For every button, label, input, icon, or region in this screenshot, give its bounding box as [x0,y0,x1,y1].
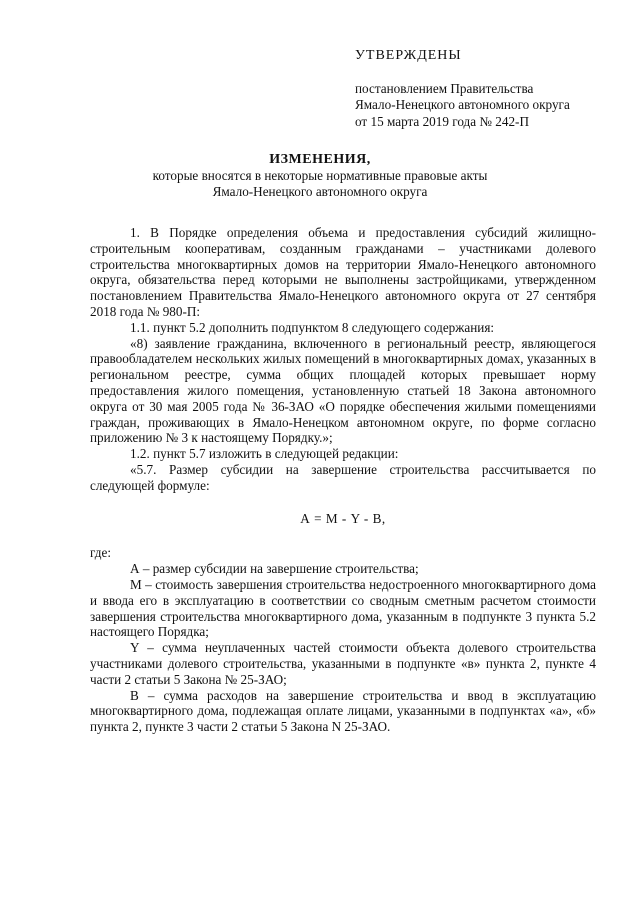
approval-block [355,48,615,130]
paragraph-1: 1. В Порядке определения объема и предоставления субсидий жилищно-строительным кооперативам, созданным гражданами – участниками долевого строительства многоквартирных домов на территории Ямало-Ненецкого автономного округа, обязательства перед которыми не выполнены застройщиками, утвержденном постановлением Правительства Ямало-Ненецкого автономного округа от 27 сентября 2018 года № 980-П: [90,225,596,319]
approval-title: УТВЕРЖДЕНЫ [355,48,462,63]
where-label: где: [90,545,111,561]
formula: А = М - Y - В, [300,510,386,526]
approval-line-3: от 15 марта 2019 года № 242-П [355,113,529,129]
document-subtitle-1: которые вносятся в некоторые нормативные правовые акты [152,168,488,183]
approval-line-2: Ямало-Ненецкого автономного округа [355,97,570,113]
definition-a: А – размер субсидии на завершение строительства; [130,561,419,577]
definition-y: Y – сумма неуплаченных частей стоимости объекта долевого строительства участниками долевого строительства, указанными в подпункте «в» пункта 2, пункте 4 части 2 статьи 5 Закона № 25-ЗАО; [90,640,596,687]
paragraph-1-2: 1.2. пункт 5.7 изложить в следующей редакции: [130,446,399,462]
paragraph-1-1-text: «8) заявление гражданина, включенного в региональный реестр, являющегося правообладателем нескольких жилых помещений в многоквартирных домах, указанных в региональном реестре, сумма общих площадей которых превышает норму предоставления жилого помещения, установленную статьей 18 Закона автономного округа от 30 мая 2005 года № 36-ЗАО «О порядке обеспечения жилыми помещениями граждан, проживающих в Ямало-Ненецком автономном округе, по форме согласно приложению № 3 к настоящему Порядку.»; [90,335,596,446]
document-title: ИЗМЕНЕНИЯ, [269,152,371,167]
document-heading [0,151,640,200]
approval-line-1: постановлением Правительства [355,80,534,96]
paragraph-1-2-text: «5.7. Размер субсидии на завершение строительства рассчитывается по следующей формуле: [90,461,596,493]
document-subtitle-2: Ямало-Ненецкого автономного округа [212,184,428,199]
paragraph-1-1: 1.1. пункт 5.2 дополнить подпунктом 8 следующего содержания: [130,319,495,335]
document-body [90,225,596,735]
definition-m: М – стоимость завершения строительства недостроенного многоквартирного дома и ввода его в эксплуатацию в соответствии со сводным сметным расчетом стоимости завершения строительства многоквартирного дома, указанным в подпункте 3 пункта 5.2 настоящего Порядка; [90,576,596,640]
definition-b: В – сумма расходов на завершение строительства и ввод в эксплуатацию многоквартирного дома, подлежащая оплате лицами, указанными в подпунктах «а», «б» пункта 2, пункте 3 части 2 статьи 5 Закона N 25-ЗАО. [90,687,596,735]
